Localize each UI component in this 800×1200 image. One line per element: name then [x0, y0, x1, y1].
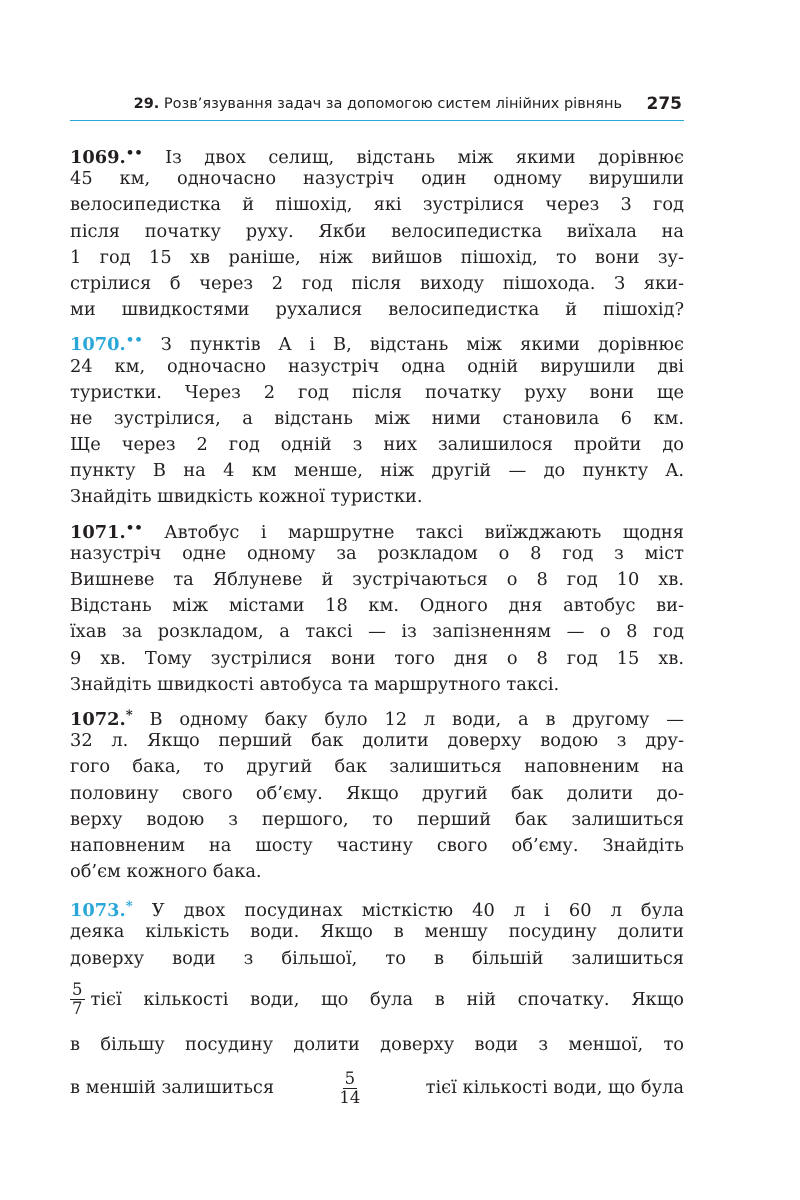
- text-line: 1 год 15 хв раніше, ніж вийшов пішохід, то вони зу-: [70, 246, 684, 268]
- page-content: [70, 140, 684, 1116]
- problem-number: 1070.••: [70, 332, 143, 354]
- text-line: Ще через 2 год одній з них залишилося пройти до: [70, 434, 684, 456]
- text-line: не зустрілися, а відстань між ними становила 6 км.: [70, 407, 684, 429]
- text-line: У двох посудинах місткістю 40 л і 60 л була: [151, 900, 684, 920]
- problem-1073: [70, 893, 684, 1112]
- text-line: Вишневе та Яблуневе й зустрічаються о 8 год 10 хв.: [70, 569, 684, 590]
- text-line: Знайдіть швидкість кожної туристки.: [70, 486, 423, 508]
- text-line: деяка кількість води. Якщо в меншу посудину долити: [70, 921, 684, 943]
- text-line: наповненим на шосту частину свого об’єму. Знайдіть: [70, 834, 684, 856]
- text-line: 32 л. Якщо перший бак долити доверху водою з дру-: [70, 730, 684, 752]
- text-line: 9 хв. Тому зустрілися вони того дня о 8 год 15 хв.: [70, 647, 684, 669]
- text-line: 45 км, одночасно назустріч один одному вирушили: [70, 168, 684, 190]
- text-line: З пунктів A і B, відстань між якими дорівнює: [160, 334, 684, 354]
- section-number: 29.: [133, 96, 160, 112]
- text-line: велосипедистка й пішохід, які зустрілися через 3 год: [70, 194, 684, 216]
- text-line: їхав за розкладом, а таксі — із запізненням — о 8 год: [70, 621, 684, 643]
- text-line: Відстань між містами 18 км. Одного дня автобус ви-: [70, 595, 684, 617]
- text-line: пункту B на 4 км менше, ніж другій — до пункту A.: [70, 460, 684, 482]
- problem-number: 1071.••: [70, 519, 143, 541]
- text-line: Знайдіть швидкості автобуса та маршрутного таксі.: [70, 673, 560, 695]
- problem-number: 1073.*: [70, 898, 133, 920]
- problem-1071: [70, 515, 684, 698]
- text-line: гого бака, то другий бак залишиться наповненим на: [70, 756, 684, 778]
- text-line: В одному баку було 12 л води, а в другому —: [149, 708, 684, 729]
- fraction-denominator: 7: [72, 999, 83, 1019]
- text-segment: в меншій залишиться: [70, 1076, 275, 1098]
- fraction-line: [70, 976, 684, 1024]
- problem-1069: [70, 140, 684, 323]
- text-line: Із двох селищ, відстань між якими дорівнює: [165, 147, 684, 167]
- text-line: після початку руху. Якби велосипедистка виїхала на: [70, 220, 684, 242]
- text-line: ми швидкостями рухалися велосипедистка й пішохід?: [70, 299, 684, 321]
- text-line: об’єм кожного бака.: [70, 861, 262, 883]
- text-line: половину свого об’єму. Якщо другий бак долити до-: [70, 782, 684, 804]
- running-header: [70, 94, 684, 121]
- problem-number: 1069.••: [70, 145, 143, 167]
- fraction: [70, 981, 85, 1018]
- fraction-line: [70, 1064, 684, 1112]
- text-line: Автобус і маршрутне таксі виїжджають щодня: [164, 521, 684, 541]
- text-line: туристки. Через 2 год після початку руху вони ще: [70, 381, 684, 403]
- text-line: 24 км, одночасно назустріч одна одній вирушили дві: [70, 355, 684, 377]
- problem-1072: [70, 702, 684, 885]
- problem-1070: [70, 327, 684, 510]
- text-line: стрілися б через 2 год після виходу пішохода. З яки-: [70, 272, 684, 294]
- text-line: верху водою з першого, то перший бак залишиться: [70, 808, 684, 830]
- problem-number: 1072.*: [70, 706, 133, 729]
- text-line: тієї кількості води, що була в ній спочатку. Якщо: [90, 988, 684, 1010]
- section-title-text: Розв’язування задач за допомогою систем лінійних рівнянь: [163, 96, 622, 112]
- text-line: в більшу посудину долити доверху води з меншої, то: [70, 1033, 684, 1055]
- fraction: [337, 1070, 362, 1107]
- section-title: [134, 96, 622, 112]
- fraction-denominator: 14: [339, 1087, 361, 1107]
- text-segment: тієї кількості води, що була: [425, 1076, 684, 1098]
- page-number: 275: [646, 94, 682, 114]
- text-line: назустріч одне одному за розкладом о 8 год з міст: [70, 542, 684, 564]
- fraction-numerator: 5: [72, 980, 83, 1000]
- text-line: доверху води з більшої, то в більшій залишиться: [70, 947, 684, 969]
- fraction-numerator: 5: [344, 1068, 356, 1088]
